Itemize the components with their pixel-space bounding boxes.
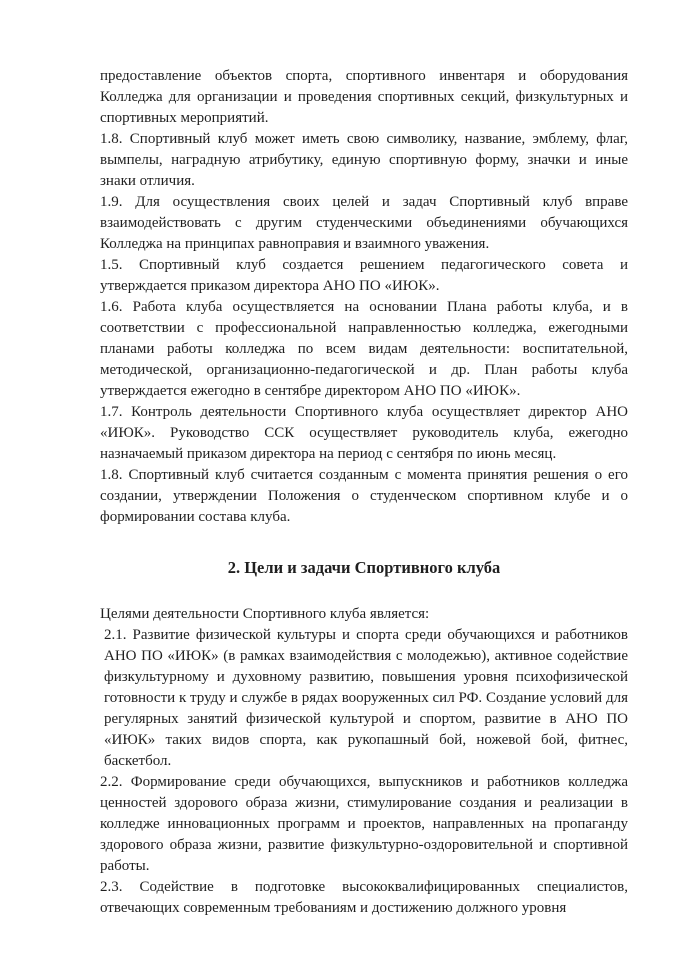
document-page — [100, 66, 628, 919]
paragraph-sports-facilities: предоставление объектов спорта, спортивного инвентаря и оборудования Колледжа для организации и проведения спортивных секций, физкультурных и спортивных мероприятий. — [100, 68, 628, 126]
paragraph-1-6-work-plan: 1.6. Работа клуба осуществляется на основании Плана работы клуба, и в соответствии с профессиональной направленностью колледжа, ежегодными планами работы колледжа по всем видам деятельности: воспитательной, методической, организационно-педагогической и др. План работы клуба утверждается ежегодно в сентябре директором АНО ПО «ИЮК». — [100, 299, 628, 399]
paragraph-goals-intro: Целями деятельности Спортивного клуба является: — [100, 606, 430, 622]
section-heading: 2. Цели и задачи Спортивного клуба — [227, 558, 501, 577]
paragraph-1-9-cooperation: 1.9. Для осуществления своих целей и задач Спортивный клуб вправе взаимодействовать с другим студенческими объединениями обучающихся Колледжа на принципах равноправия и взаимного уважения. — [100, 194, 628, 252]
paragraph-1-5-creation: 1.5. Спортивный клуб создается решением педагогического совета и утверждается приказом директора АНО ПО «ИЮК». — [100, 257, 628, 294]
paragraph-2-1-development: 2.1. Развитие физической культуры и спорта среди обучающихся и работников АНО ПО «ИЮК» (в рамках взаимодействия с молодежью), активное содействие физкультурному и духовному развитию, повышения уровня психофизической готовности к труду и службе в рядах вооруженных сил РФ. Создание условий для регулярных занятий физической культурой и спортом, развитие в АНО ПО «ИЮК» таких видов спорта, как рукопашный бой, ножевой бой, фитнес, баскетбол. — [104, 627, 628, 769]
paragraph-2-2-healthy-lifestyle: 2.2. Формирование среди обучающихся, выпускников и работников колледжа ценностей здорового образа жизни, стимулирование создания и реализации в колледже инновационных программ и проектов, направленных на пропаганду здорового образа жизни, развитие физкультурно-оздоровительной и спортивной работы. — [100, 774, 628, 874]
paragraph-1-7-control: 1.7. Контроль деятельности Спортивного клуба осуществляет директор АНО «ИЮК». Руководство ССК осуществляет руководитель клуба, ежегодно назначаемый приказом директора на период с сентября по июнь месяц. — [100, 404, 628, 462]
paragraph-1-8-symbols: 1.8. Спортивный клуб может иметь свою символику, название, эмблему, флаг, вымпелы, наградную атрибутику, единую спортивную форму, значки и иные знаки отличия. — [100, 131, 628, 189]
paragraph-2-3-training: 2.3. Содействие в подготовке высококвалифицированных специалистов, отвечающих современным требованиям и достижению должного уровня — [100, 879, 628, 916]
paragraph-1-8-establishment: 1.8. Спортивный клуб считается созданным с момента принятия решения о его создании, утверждении Положения о студенческом спортивном клубе и о формировании состава клуба. — [100, 467, 628, 525]
